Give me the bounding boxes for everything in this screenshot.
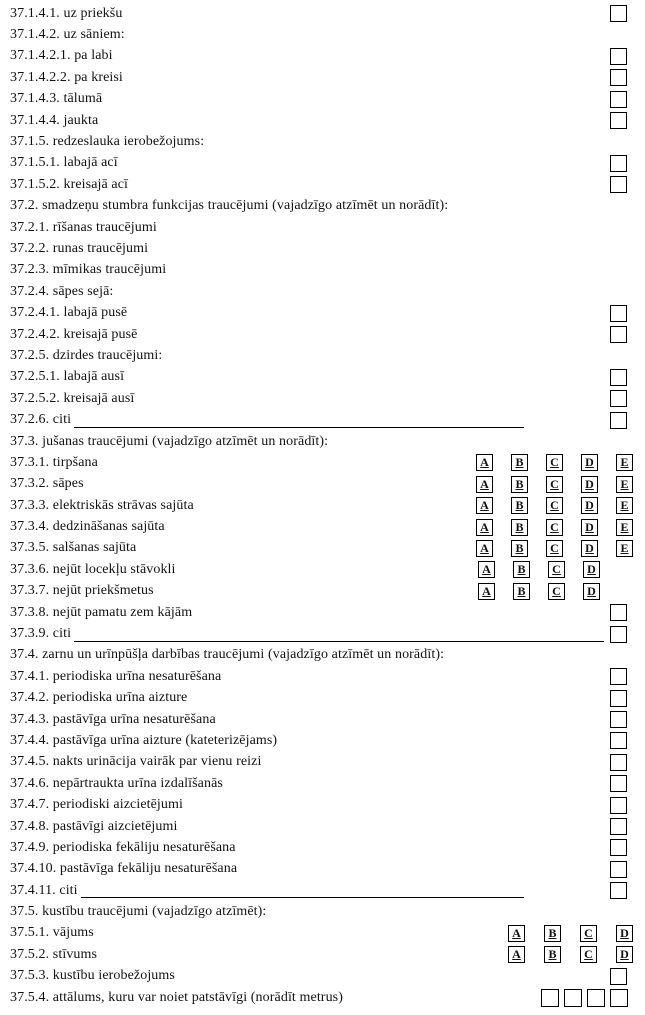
form-row <box>10 46 633 67</box>
row-label: 37.2.1. rīšanas traucējumi <box>10 219 157 235</box>
row-label: 37.1.4.2.2. pa kreisi <box>10 69 123 85</box>
option-box-b[interactable]: B <box>513 561 530 578</box>
row-label: 37.2.2. runas traucējumi <box>10 240 149 256</box>
option-box-a[interactable]: A <box>508 925 525 942</box>
form-row <box>10 196 633 217</box>
row-label: 37.4.3. pastāvīga urīna nesaturēšana <box>10 711 216 727</box>
digit-box[interactable] <box>610 989 628 1007</box>
form-row <box>10 752 633 773</box>
form-row <box>10 538 633 559</box>
form-row <box>10 345 633 366</box>
row-label: 37.4.6. nepārtraukta urīna izdalīšanās <box>10 775 223 791</box>
form-row <box>10 67 633 88</box>
option-box-b[interactable]: B <box>511 540 528 557</box>
form-row <box>10 409 633 430</box>
row-label: 37.4.10. pastāvīga fekāliju nesaturēšana <box>10 861 238 877</box>
row-label: 37.2.5.2. kreisajā ausī <box>10 390 135 406</box>
row-label: 37.3.7. nejūt priekšmetus <box>10 583 154 599</box>
checkbox[interactable] <box>610 711 627 728</box>
form-row <box>10 260 633 281</box>
option-box-e[interactable]: E <box>616 476 633 493</box>
form-row <box>10 837 633 858</box>
row-label: 37.4. zarnu un urīnpūšļa darbības traucējumi (vajadzīgo atzīmēt un norādīt): <box>10 647 445 663</box>
form-row <box>10 602 633 623</box>
checkbox[interactable] <box>610 626 627 643</box>
row-label: 37.3.1. tirpšana <box>10 454 98 470</box>
option-box-a[interactable]: A <box>476 540 493 557</box>
fill-in-line[interactable] <box>74 627 604 642</box>
checkbox[interactable] <box>610 690 627 707</box>
option-box-a[interactable]: A <box>478 561 495 578</box>
option-box-c[interactable]: C <box>546 497 563 514</box>
form-row <box>10 302 633 323</box>
option-box-d[interactable]: D <box>581 454 598 471</box>
option-box-c[interactable]: C <box>580 946 597 963</box>
form-row <box>10 773 633 794</box>
fill-in-line[interactable] <box>81 883 524 898</box>
form-row <box>10 388 633 409</box>
option-box-d[interactable]: D <box>581 540 598 557</box>
digit-box-group <box>541 989 628 1007</box>
form-row <box>10 901 633 922</box>
row-label: 37.3.8. nejūt pamatu zem kājām <box>10 604 193 620</box>
checkbox[interactable] <box>610 91 627 108</box>
checkbox[interactable] <box>610 861 627 878</box>
checkbox[interactable] <box>610 604 627 621</box>
option-box-e[interactable]: E <box>616 519 633 536</box>
form-row <box>10 281 633 302</box>
option-box-b[interactable]: B <box>544 925 561 942</box>
form-row <box>10 730 633 751</box>
digit-box[interactable] <box>541 989 559 1007</box>
form-row <box>10 110 633 131</box>
row-label: 37.3.5. salšanas sajūta <box>10 540 137 556</box>
row-label: 37.5.3. kustību ierobežojums <box>10 968 175 984</box>
row-label: 37.2.5. dzirdes traucējumi: <box>10 347 163 363</box>
row-label: 37.3.3. elektriskās strāvas sajūta <box>10 497 194 513</box>
form-row <box>10 623 633 644</box>
form-row <box>10 431 633 452</box>
checkbox[interactable] <box>610 112 627 129</box>
option-box-e[interactable]: E <box>616 454 633 471</box>
option-box-b[interactable]: B <box>511 497 528 514</box>
form-row <box>10 324 633 345</box>
option-box-c[interactable]: C <box>546 540 563 557</box>
form-row <box>10 816 633 837</box>
option-box-d[interactable]: D <box>583 561 600 578</box>
row-label: 37.4.1. periodiska urīna nesaturēšana <box>10 668 222 684</box>
checkbox[interactable] <box>610 69 627 86</box>
row-label: 37.1.5.1. labajā acī <box>10 155 118 171</box>
checkbox[interactable] <box>610 176 627 193</box>
option-box-c[interactable]: C <box>546 476 563 493</box>
row-label: 37.1.5. redzeslauka ierobežojums: <box>10 134 205 150</box>
row-label: 37.5.2. stīvums <box>10 946 98 962</box>
option-box-d[interactable]: D <box>581 497 598 514</box>
row-label: 37.2. smadzeņu stumbra funkcijas traucējumi (vajadzīgo atzīmēt un norādīt): <box>10 198 449 214</box>
option-letter-group <box>478 583 600 600</box>
option-box-c[interactable]: C <box>548 583 565 600</box>
option-letter-group <box>476 540 633 557</box>
checkbox[interactable] <box>610 775 627 792</box>
option-letter-group <box>476 454 633 471</box>
row-label: 37.3. jušanas traucējumi (vajadzīgo atzīmēt un norādīt): <box>10 433 329 449</box>
option-box-b[interactable]: B <box>511 476 528 493</box>
row-label: 37.2.4.2. kreisajā pusē <box>10 326 138 342</box>
form-row <box>10 367 633 388</box>
checkbox[interactable] <box>610 797 627 814</box>
form-row <box>10 217 633 238</box>
row-label: 37.3.2. sāpes <box>10 476 84 492</box>
option-box-a[interactable]: A <box>476 497 493 514</box>
option-box-a[interactable]: A <box>476 519 493 536</box>
checkbox[interactable] <box>610 754 627 771</box>
digit-box[interactable] <box>587 989 605 1007</box>
row-label: 37.4.9. periodiska fekāliju nesaturēšana <box>10 839 236 855</box>
form-row <box>10 153 633 174</box>
option-box-a[interactable]: A <box>476 454 493 471</box>
option-box-d[interactable]: D <box>616 925 633 942</box>
form-row <box>10 859 633 880</box>
option-box-d[interactable]: D <box>616 946 633 963</box>
option-box-a[interactable]: A <box>508 946 525 963</box>
row-label: 37.4.7. periodiski aizcietējumi <box>10 797 184 813</box>
form-row <box>10 559 633 580</box>
form-row <box>10 452 633 473</box>
row-label: 37.1.4.4. jaukta <box>10 112 99 128</box>
row-label: 37.1.4.3. tālumā <box>10 91 103 107</box>
checkbox[interactable] <box>610 412 627 429</box>
option-box-d[interactable]: D <box>581 519 598 536</box>
checkbox[interactable] <box>610 839 627 856</box>
form-row <box>10 495 633 516</box>
row-label: 37.3.4. dedzināšanas sajūta <box>10 519 165 535</box>
row-label: 37.1.4.1. uz priekšu <box>10 5 123 21</box>
form-row <box>10 131 633 152</box>
form-row <box>10 709 633 730</box>
row-label: 37.2.4.1. labajā pusē <box>10 305 128 321</box>
checkbox[interactable] <box>610 668 627 685</box>
option-box-d[interactable]: D <box>581 476 598 493</box>
form-row <box>10 987 633 1008</box>
checkbox[interactable] <box>610 882 627 899</box>
option-box-d[interactable]: D <box>583 583 600 600</box>
checkbox[interactable] <box>610 326 627 343</box>
option-letter-group <box>508 925 633 942</box>
option-box-b[interactable]: B <box>544 946 561 963</box>
row-label: 37.1.4.2.1. pa labi <box>10 48 113 64</box>
option-letter-group <box>476 476 633 493</box>
row-label: 37.2.3. mīmikas traucējumi <box>10 262 167 278</box>
row-label: 37.2.4. sāpes sejā: <box>10 283 114 299</box>
checkbox[interactable] <box>610 390 627 407</box>
row-label: 37.3.9. citi <box>10 626 72 642</box>
row-label: 37.4.8. pastāvīgi aizcietējumi <box>10 818 178 834</box>
row-label: 37.4.11. citi <box>10 882 78 898</box>
form-rows <box>10 3 633 1008</box>
checkbox[interactable] <box>610 968 627 985</box>
form-row <box>10 474 633 495</box>
option-box-e[interactable]: E <box>616 497 633 514</box>
option-box-a[interactable]: A <box>478 583 495 600</box>
form-row <box>10 880 633 901</box>
checkbox[interactable] <box>610 818 627 835</box>
fill-in-line[interactable] <box>74 413 524 428</box>
row-label: 37.5.1. vājums <box>10 925 94 941</box>
digit-box[interactable] <box>564 989 582 1007</box>
form-row <box>10 923 633 944</box>
option-letter-group <box>476 519 633 536</box>
checkbox[interactable] <box>610 5 627 22</box>
row-label: 37.3.6. nejūt locekļu stāvokli <box>10 561 176 577</box>
form-row <box>10 3 633 24</box>
form-row <box>10 688 633 709</box>
checkbox[interactable] <box>610 732 627 749</box>
row-label: 37.4.2. periodiska urīna aizture <box>10 690 188 706</box>
form-row <box>10 645 633 666</box>
row-label: 37.4.5. nakts urinācija vairāk par vienu reizi <box>10 754 262 770</box>
option-box-c[interactable]: C <box>546 454 563 471</box>
option-box-c[interactable]: C <box>548 561 565 578</box>
row-label: 37.5. kustību traucējumi (vajadzīgo atzīmēt): <box>10 904 267 920</box>
row-label: 37.1.5.2. kreisajā acī <box>10 176 129 192</box>
form-row <box>10 89 633 110</box>
option-box-e[interactable]: E <box>616 540 633 557</box>
row-label: 37.2.5.1. labajā ausī <box>10 369 125 385</box>
option-box-c[interactable]: C <box>546 519 563 536</box>
option-box-b[interactable]: B <box>511 454 528 471</box>
form-row <box>10 966 633 987</box>
option-box-a[interactable]: A <box>476 476 493 493</box>
form-row <box>10 944 633 965</box>
option-letter-group <box>508 946 633 963</box>
option-letter-group <box>476 497 633 514</box>
checkbox[interactable] <box>610 48 627 65</box>
form-row <box>10 581 633 602</box>
checkbox[interactable] <box>610 305 627 322</box>
form-row <box>10 516 633 537</box>
option-letter-group <box>478 561 600 578</box>
form-row <box>10 24 633 45</box>
form-row <box>10 238 633 259</box>
checkbox[interactable] <box>610 155 627 172</box>
option-box-b[interactable]: B <box>513 583 530 600</box>
row-label: 37.4.4. pastāvīga urīna aizture (kateterizējams) <box>10 732 278 748</box>
option-box-b[interactable]: B <box>511 519 528 536</box>
row-label: 37.1.4.2. uz sāniem: <box>10 27 125 43</box>
row-label: 37.5.4. attālums, kuru var noiet patstāvīgi (norādīt metrus) <box>10 989 343 1005</box>
option-box-c[interactable]: C <box>580 925 597 942</box>
form-row <box>10 794 633 815</box>
checkbox[interactable] <box>610 369 627 386</box>
form-row <box>10 174 633 195</box>
form-row <box>10 666 633 687</box>
row-label: 37.2.6. citi <box>10 412 72 428</box>
